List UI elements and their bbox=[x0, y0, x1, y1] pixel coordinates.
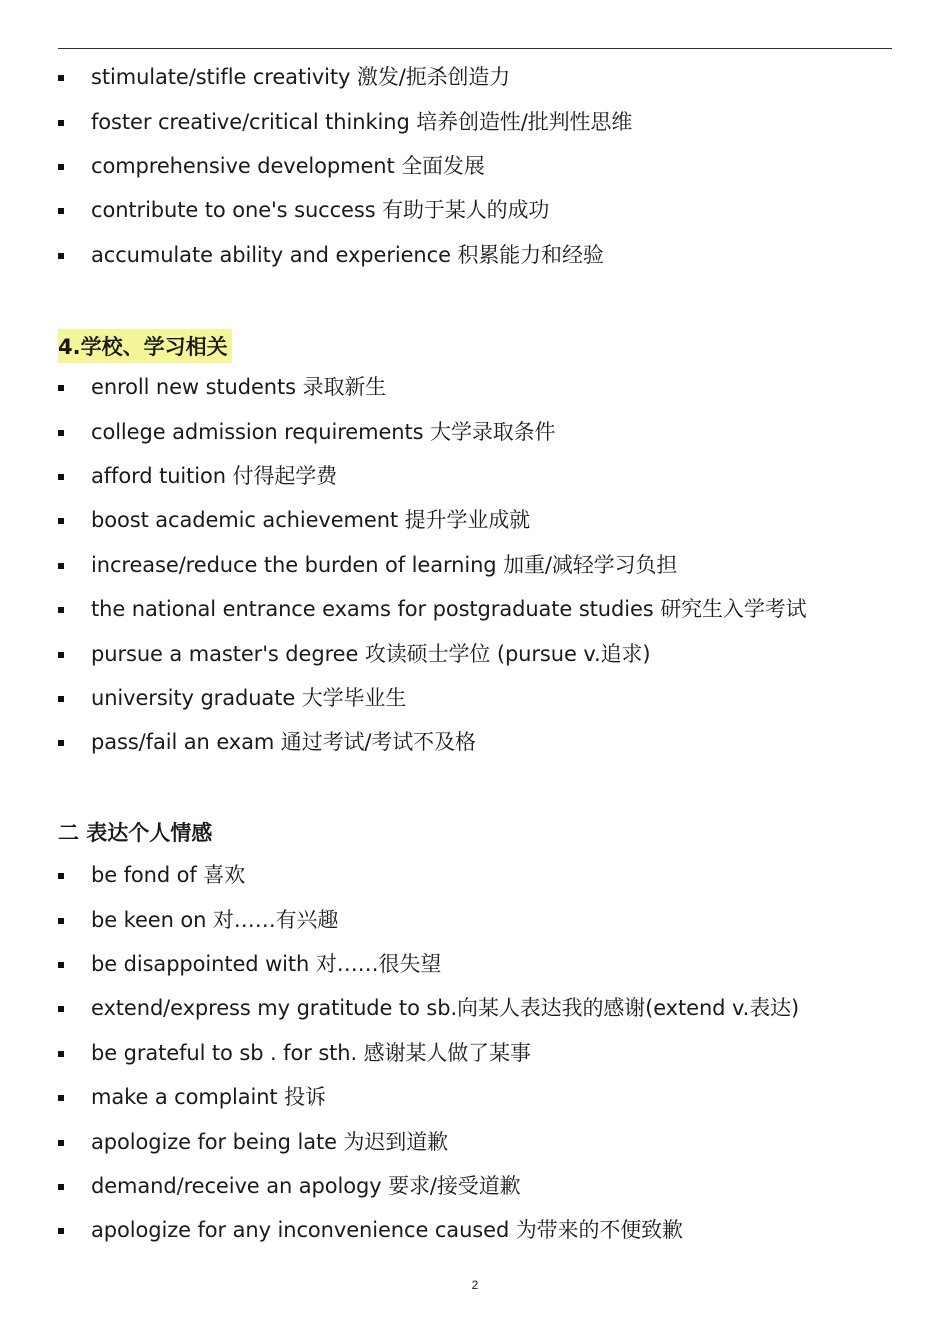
list-item-text: contribute to one's success 有助于某人的成功 bbox=[91, 198, 550, 223]
list-item-text: accumulate ability and experience 积累能力和经验 bbox=[91, 242, 604, 267]
list-item-text: increase/reduce the burden of learning 加重/减轻学习负担 bbox=[91, 552, 678, 577]
list-item bbox=[58, 896, 918, 940]
list-item bbox=[58, 719, 918, 763]
bullet-icon bbox=[58, 518, 64, 524]
section-heading-school: 4.学校、学习相关 bbox=[58, 329, 232, 363]
bullet-icon bbox=[58, 164, 64, 170]
list-item bbox=[58, 1163, 918, 1207]
list-item bbox=[58, 232, 918, 276]
list-item-text: stimulate/stifle creativity 激发/扼杀创造力 bbox=[91, 65, 511, 90]
list-item-text: foster creative/critical thinking 培养创造性/批判性思维 bbox=[91, 109, 633, 134]
bullet-icon bbox=[58, 385, 64, 391]
bullet-icon bbox=[58, 75, 64, 81]
bullet-icon bbox=[58, 474, 64, 480]
list-item bbox=[58, 187, 918, 231]
list-item-text: demand/receive an apology 要求/接受道歉 bbox=[91, 1173, 521, 1198]
list-item-text: the national entrance exams for postgraduate studies 研究生入学考试 bbox=[91, 597, 807, 622]
bullet-icon bbox=[58, 208, 64, 214]
list-item bbox=[58, 497, 918, 541]
bullet-icon bbox=[58, 1184, 64, 1190]
header-rule bbox=[58, 48, 892, 49]
creativity-list bbox=[58, 54, 918, 276]
list-item bbox=[58, 54, 918, 98]
bullet-icon bbox=[58, 696, 64, 702]
bullet-icon bbox=[58, 1006, 64, 1012]
list-item bbox=[58, 364, 918, 408]
list-item bbox=[58, 143, 918, 187]
list-item-text: pass/fail an exam 通过考试/考试不及格 bbox=[91, 730, 476, 755]
list-item bbox=[58, 408, 918, 452]
bullet-icon bbox=[58, 120, 64, 126]
list-item bbox=[58, 1074, 918, 1118]
list-item bbox=[58, 586, 918, 630]
bullet-icon bbox=[58, 1051, 64, 1057]
bullet-icon bbox=[58, 563, 64, 569]
list-item-text: afford tuition 付得起学费 bbox=[91, 463, 338, 488]
bullet-icon bbox=[58, 652, 64, 658]
bullet-icon bbox=[58, 1095, 64, 1101]
bullet-icon bbox=[58, 1228, 64, 1234]
list-item-text: be disappointed with 对……很失望 bbox=[91, 951, 442, 976]
list-item bbox=[58, 542, 918, 586]
list-item-text: be grateful to sb . for sth. 感谢某人做了某事 bbox=[91, 1040, 531, 1065]
page-number: 2 bbox=[471, 1278, 479, 1292]
list-item bbox=[58, 1030, 918, 1074]
bullet-icon bbox=[58, 430, 64, 436]
list-item bbox=[58, 1118, 918, 1162]
list-item bbox=[58, 941, 918, 985]
list-item-text: apologize for any inconvenience caused 为带来的不便致歉 bbox=[91, 1218, 683, 1243]
list-item bbox=[58, 1207, 918, 1251]
list-item-text: comprehensive development 全面发展 bbox=[91, 153, 485, 178]
section-heading-emotion: 二 表达个人情感 bbox=[58, 821, 213, 845]
bullet-icon bbox=[58, 918, 64, 924]
list-item bbox=[58, 985, 918, 1029]
list-item-text: be fond of 喜欢 bbox=[91, 863, 246, 888]
list-item-text: boost academic achievement 提升学业成就 bbox=[91, 508, 531, 533]
list-item-text: be keen on 对……有兴趣 bbox=[91, 907, 339, 932]
list-item-text: university graduate 大学毕业生 bbox=[91, 685, 407, 710]
list-item-text: extend/express my gratitude to sb.向某人表达我的感谢(extend v.表达) bbox=[91, 996, 800, 1021]
list-item bbox=[58, 98, 918, 142]
list-item bbox=[58, 675, 918, 719]
bullet-icon bbox=[58, 873, 64, 879]
list-item bbox=[58, 630, 918, 674]
emotion-list bbox=[58, 852, 918, 1252]
list-item-text: enroll new students 录取新生 bbox=[91, 375, 387, 400]
bullet-icon bbox=[58, 1140, 64, 1146]
list-item bbox=[58, 852, 918, 896]
list-item bbox=[58, 453, 918, 497]
list-item-text: make a complaint 投诉 bbox=[91, 1085, 326, 1110]
list-item-text: pursue a master's degree 攻读硕士学位 (pursue v.追求) bbox=[91, 641, 651, 666]
list-item-text: apologize for being late 为迟到道歉 bbox=[91, 1129, 448, 1154]
bullet-icon bbox=[58, 740, 64, 746]
bullet-icon bbox=[58, 962, 64, 968]
list-item-text: college admission requirements 大学录取条件 bbox=[91, 419, 556, 444]
bullet-icon bbox=[58, 253, 64, 259]
school-list bbox=[58, 364, 918, 764]
bullet-icon bbox=[58, 607, 64, 613]
